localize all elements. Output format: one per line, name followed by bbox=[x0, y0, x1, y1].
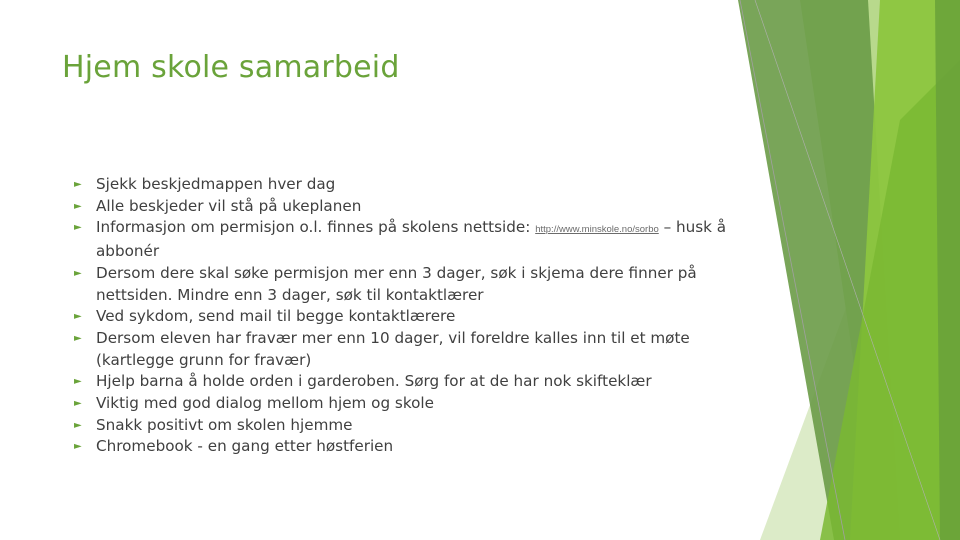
bullet-text: Dersom eleven har fravær mer enn 10 dager, vil foreldre kalles inn til et møte (kartlegge grunn for fravær) bbox=[96, 328, 690, 369]
triangle-right-icon: ► bbox=[74, 311, 82, 323]
bullet-list bbox=[74, 174, 734, 458]
bullet-item bbox=[74, 393, 734, 415]
triangle-right-icon: ► bbox=[74, 419, 82, 431]
bullet-item bbox=[74, 306, 734, 328]
bullet-text-continued: – husk å abbonér bbox=[96, 218, 727, 261]
bullet-text: Informasjon om permisjon o.l. finnes på skolens nettside: bbox=[96, 218, 536, 237]
bullet-text: Alle beskjeder vil stå på ukeplanen bbox=[96, 196, 362, 215]
triangle-right-icon: ► bbox=[74, 441, 82, 453]
triangle-right-icon: ► bbox=[74, 332, 82, 344]
bullet-text: Snakk positivt om skolen hjemme bbox=[96, 415, 353, 434]
triangle-right-icon: ► bbox=[74, 267, 82, 279]
bullet-item bbox=[74, 371, 734, 393]
triangle-right-icon: ► bbox=[74, 222, 82, 234]
triangle-right-icon: ► bbox=[74, 398, 82, 410]
bullet-text: Dersom dere skal søke permisjon mer enn 3 dager, søk i skjema dere finner på nettsiden. Mindre enn 3 dager, søk til kontaktlærer bbox=[96, 263, 697, 304]
triangle-right-icon: ► bbox=[74, 200, 82, 212]
bullet-text: Chromebook - en gang etter høstferien bbox=[96, 437, 394, 456]
bullet-item bbox=[74, 196, 734, 218]
bullet-text: Viktig med god dialog mellom hjem og skole bbox=[96, 394, 434, 413]
triangle-right-icon: ► bbox=[74, 376, 82, 388]
bullet-item bbox=[74, 174, 734, 196]
bullet-text: Hjelp barna å holde orden i garderoben. Sørg for at de har nok skifteklær bbox=[96, 372, 652, 391]
bullet-item bbox=[74, 217, 734, 262]
slide-title: Hjem skole samarbeid bbox=[62, 50, 400, 85]
bullet-item bbox=[74, 415, 734, 437]
bullet-item bbox=[74, 328, 734, 371]
bullet-item bbox=[74, 436, 734, 458]
triangle-right-icon: ► bbox=[74, 179, 82, 190]
school-website-link[interactable]: http://www.minskole.no/sorbo bbox=[535, 224, 659, 236]
bullet-text: Sjekk beskjedmappen hver dag bbox=[96, 175, 336, 193]
bullet-text: Ved sykdom, send mail til begge kontaktlærere bbox=[96, 307, 456, 326]
bullet-item bbox=[74, 263, 734, 306]
